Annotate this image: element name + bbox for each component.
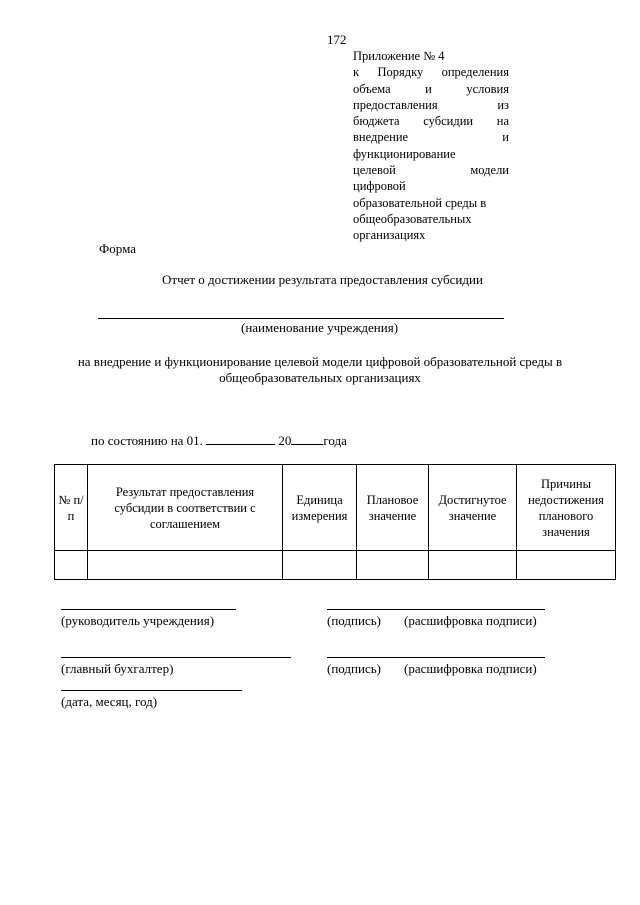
as-of-date	[91, 432, 347, 448]
page-number: 172	[327, 32, 347, 47]
purpose-text	[20, 354, 620, 386]
table-header-row	[55, 465, 616, 551]
appendix-line: предоставления из	[353, 97, 509, 112]
head-signature-line	[61, 609, 236, 610]
column-header-reasons: Причины недостижения планового значения	[517, 465, 616, 551]
as-of-suffix: года	[323, 433, 347, 448]
column-header-result: Результат предоставления субсидии в соответствии с соглашением	[88, 465, 283, 551]
column-header-achieved: Достигнутое значение	[429, 465, 517, 551]
head-decoding-label: (расшифровка подписи)	[404, 613, 537, 628]
appendix-line: целевой модели	[353, 163, 509, 178]
accountant-label: (главный бухгалтер)	[61, 661, 174, 676]
appendix-line: образовательной среды в	[353, 195, 487, 210]
head-label: (руководитель учреждения)	[61, 613, 215, 628]
purpose-line: на внедрение и функционирование целевой модели цифровой образовательной среды в	[77, 354, 563, 369]
appendix-line: организациях	[353, 228, 426, 243]
form-label: Форма	[99, 241, 136, 256]
year-blank	[291, 432, 323, 445]
table-cell	[88, 551, 283, 580]
appendix-line: внедрение и	[353, 130, 509, 145]
report-title: Отчет о достижении результата предоставления субсидии	[162, 272, 483, 287]
head-signature-label: (подпись)	[327, 613, 381, 628]
date-label: (дата, месяц, год)	[61, 694, 158, 709]
table-cell	[283, 551, 357, 580]
head-sign-decoding-line	[327, 609, 545, 610]
table-row	[55, 551, 616, 580]
appendix-line: общеобразовательных	[353, 211, 472, 226]
purpose-line: общеобразовательных организациях	[219, 370, 421, 385]
institution-caption: (наименование учреждения)	[241, 320, 399, 335]
appendix-line: цифровой	[353, 179, 406, 194]
as-of-prefix: по состоянию на 01.	[91, 433, 203, 448]
day-month-blank	[206, 432, 275, 445]
as-of-year-prefix: 20	[278, 433, 292, 448]
column-header-number: № п/п	[55, 465, 88, 551]
appendix-line: функционирование	[353, 146, 456, 161]
report-table	[54, 464, 616, 580]
table-cell	[517, 551, 616, 580]
column-header-planned: Плановое значение	[357, 465, 429, 551]
date-line	[61, 690, 242, 691]
accountant-decoding-label: (расшифровка подписи)	[404, 661, 537, 676]
appendix-block	[353, 48, 509, 244]
appendix-line: бюджета субсидии на	[353, 114, 509, 129]
accountant-signature-label: (подпись)	[327, 661, 381, 676]
table-cell	[357, 551, 429, 580]
accountant-signature-line	[61, 657, 291, 658]
institution-name-line	[98, 318, 504, 319]
table-cell	[55, 551, 88, 580]
column-header-unit: Единица измерения	[283, 465, 357, 551]
accountant-sign-decoding-line	[327, 657, 545, 658]
table-cell	[429, 551, 517, 580]
appendix-line: к Порядку определения	[353, 65, 509, 80]
appendix-line: объема и условия	[353, 81, 509, 96]
appendix-line: Приложение № 4	[353, 49, 445, 63]
